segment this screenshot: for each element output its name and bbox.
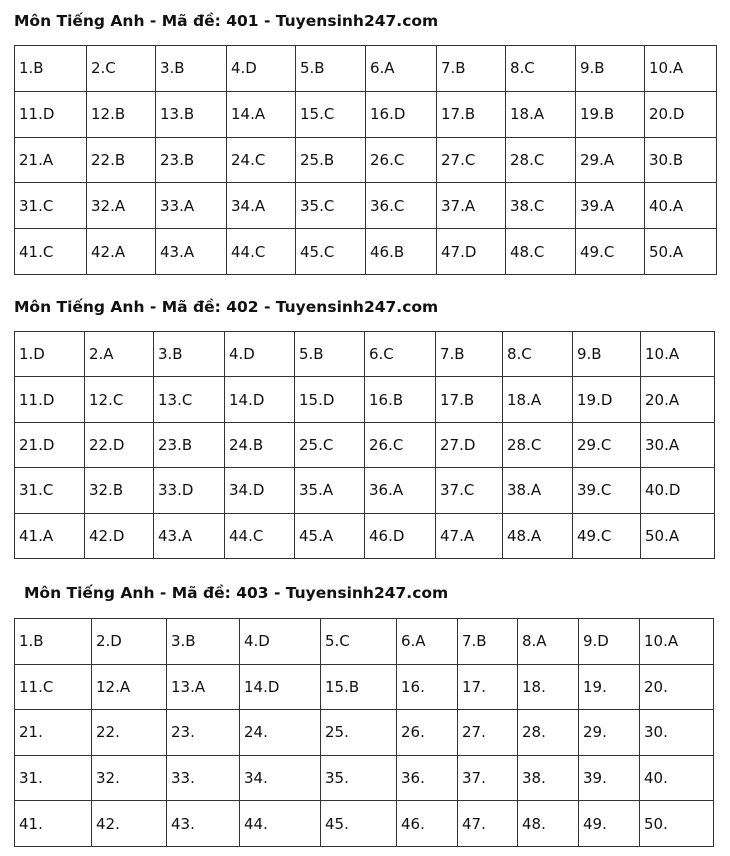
answer-cell: 27. — [458, 710, 518, 756]
answer-cell: 31.C — [15, 183, 87, 229]
answer-cell: 13.B — [156, 91, 227, 137]
answer-cell: 37.A — [437, 183, 506, 229]
answer-cell: 4.D — [227, 46, 296, 92]
answer-cell: 22. — [92, 710, 167, 756]
answer-cell: 39. — [579, 755, 640, 801]
answer-cell: 40.D — [641, 468, 715, 513]
answer-cell: 36. — [397, 755, 458, 801]
answer-cell: 2.A — [85, 332, 154, 377]
answer-cell: 35.A — [295, 468, 365, 513]
answer-cell: 9.B — [576, 46, 645, 92]
answer-row — [15, 710, 714, 756]
answer-row — [15, 183, 717, 229]
answer-cell: 37.C — [436, 468, 503, 513]
answer-cell: 1.B — [15, 619, 92, 665]
answer-cell: 26.C — [366, 137, 437, 183]
answer-cell: 43.A — [154, 513, 225, 558]
answer-cell: 44.C — [227, 229, 296, 275]
answer-cell: 9.D — [579, 619, 640, 665]
answer-cell: 34.A — [227, 183, 296, 229]
answer-cell: 5.B — [296, 46, 366, 92]
answer-cell: 14.D — [240, 664, 321, 710]
answer-cell: 22.B — [87, 137, 156, 183]
answer-cell: 29.A — [576, 137, 645, 183]
answer-cell: 30.B — [645, 137, 717, 183]
answer-row — [15, 229, 717, 275]
answer-row — [15, 619, 714, 665]
answer-row — [15, 664, 714, 710]
answer-cell: 8.C — [506, 46, 576, 92]
answer-cell: 40.A — [645, 183, 717, 229]
answer-cell: 36.C — [366, 183, 437, 229]
answer-cell: 33. — [167, 755, 240, 801]
answer-cell: 14.A — [227, 91, 296, 137]
answer-cell: 4.D — [240, 619, 321, 665]
answer-cell: 9.B — [573, 332, 641, 377]
answer-cell: 38. — [518, 755, 579, 801]
answer-cell: 12.B — [87, 91, 156, 137]
answer-cell: 14.D — [225, 377, 295, 422]
answer-cell: 12.A — [92, 664, 167, 710]
answer-cell: 7.B — [458, 619, 518, 665]
answer-row — [15, 46, 717, 92]
answer-row — [15, 377, 715, 422]
answer-cell: 8.C — [503, 332, 573, 377]
answer-cell: 32.B — [85, 468, 154, 513]
answer-cell: 24.B — [225, 422, 295, 467]
answer-cell: 26. — [397, 710, 458, 756]
answer-cell: 7.B — [436, 332, 503, 377]
section-title-402: Môn Tiếng Anh - Mã đề: 402 - Tuyensinh247.com — [14, 298, 439, 316]
answer-cell: 41. — [15, 801, 92, 847]
answer-cell: 38.C — [506, 183, 576, 229]
answer-cell: 13.A — [167, 664, 240, 710]
answer-cell: 16. — [397, 664, 458, 710]
answer-cell: 11.D — [15, 91, 87, 137]
answer-cell: 25.B — [296, 137, 366, 183]
answer-cell: 15.B — [321, 664, 397, 710]
answer-cell: 17.B — [436, 377, 503, 422]
answer-cell: 42.A — [87, 229, 156, 275]
answer-table-403 — [14, 618, 714, 847]
answer-cell: 39.C — [573, 468, 641, 513]
answer-cell: 41.A — [15, 513, 85, 558]
answer-cell: 19.B — [576, 91, 645, 137]
answer-table-401 — [14, 45, 717, 275]
answer-cell: 32.A — [87, 183, 156, 229]
section-title-403: Môn Tiếng Anh - Mã đề: 403 - Tuyensinh247.com — [24, 584, 449, 602]
answer-cell: 47.A — [436, 513, 503, 558]
answer-cell: 8.A — [518, 619, 579, 665]
answer-cell: 17. — [458, 664, 518, 710]
answer-cell: 48.C — [506, 229, 576, 275]
answer-table-402 — [14, 331, 715, 559]
answer-row — [15, 801, 714, 847]
answer-cell: 2.C — [87, 46, 156, 92]
answer-cell: 18. — [518, 664, 579, 710]
answer-cell: 3.B — [156, 46, 227, 92]
answer-cell: 2.D — [92, 619, 167, 665]
answer-cell: 35. — [321, 755, 397, 801]
answer-cell: 36.A — [365, 468, 436, 513]
answer-cell: 49.C — [576, 229, 645, 275]
answer-cell: 28.C — [506, 137, 576, 183]
answer-cell: 35.C — [296, 183, 366, 229]
answer-cell: 46. — [397, 801, 458, 847]
answer-cell: 45.C — [296, 229, 366, 275]
answer-cell: 45.A — [295, 513, 365, 558]
answer-cell: 47.D — [437, 229, 506, 275]
answer-cell: 29. — [579, 710, 640, 756]
answer-cell: 1.B — [15, 46, 87, 92]
answer-cell: 16.D — [366, 91, 437, 137]
answer-cell: 37. — [458, 755, 518, 801]
answer-cell: 42. — [92, 801, 167, 847]
section-title-401: Môn Tiếng Anh - Mã đề: 401 - Tuyensinh247.com — [14, 12, 439, 30]
answer-cell: 30. — [640, 710, 714, 756]
answer-cell: 41.C — [15, 229, 87, 275]
answer-cell: 27.C — [437, 137, 506, 183]
answer-cell: 33.A — [156, 183, 227, 229]
answer-cell: 40. — [640, 755, 714, 801]
answer-cell: 47. — [458, 801, 518, 847]
answer-cell: 10.A — [645, 46, 717, 92]
answer-cell: 3.B — [167, 619, 240, 665]
answer-row — [15, 755, 714, 801]
answer-cell: 10.A — [641, 332, 715, 377]
answer-cell: 15.D — [295, 377, 365, 422]
answer-cell: 10.A — [640, 619, 714, 665]
answer-cell: 6.A — [366, 46, 437, 92]
answer-cell: 17.B — [437, 91, 506, 137]
answer-cell: 28. — [518, 710, 579, 756]
answer-cell: 46.D — [365, 513, 436, 558]
answer-cell: 32. — [92, 755, 167, 801]
answer-cell: 23. — [167, 710, 240, 756]
answer-cell: 28.C — [503, 422, 573, 467]
answer-row — [15, 91, 717, 137]
answer-cell: 19.D — [573, 377, 641, 422]
answer-cell: 29.C — [573, 422, 641, 467]
answer-cell: 19. — [579, 664, 640, 710]
answer-row — [15, 422, 715, 467]
answer-cell: 21.A — [15, 137, 87, 183]
answer-cell: 21. — [15, 710, 92, 756]
answer-cell: 18.A — [506, 91, 576, 137]
answer-cell: 34. — [240, 755, 321, 801]
answer-cell: 31. — [15, 755, 92, 801]
answer-cell: 48. — [518, 801, 579, 847]
answer-cell: 21.D — [15, 422, 85, 467]
answer-cell: 50.A — [641, 513, 715, 558]
answer-cell: 6.A — [397, 619, 458, 665]
answer-cell: 22.D — [85, 422, 154, 467]
answer-cell: 20.A — [641, 377, 715, 422]
answer-row — [15, 137, 717, 183]
answer-cell: 5.C — [321, 619, 397, 665]
answer-cell: 42.D — [85, 513, 154, 558]
answer-cell: 3.B — [154, 332, 225, 377]
answer-cell: 38.A — [503, 468, 573, 513]
answer-cell: 6.C — [365, 332, 436, 377]
answer-cell: 48.A — [503, 513, 573, 558]
answer-cell: 12.C — [85, 377, 154, 422]
answer-cell: 50.A — [645, 229, 717, 275]
answer-cell: 49. — [579, 801, 640, 847]
answer-cell: 18.A — [503, 377, 573, 422]
answer-cell: 45. — [321, 801, 397, 847]
answer-row — [15, 468, 715, 513]
answer-cell: 16.B — [365, 377, 436, 422]
answer-cell: 20. — [640, 664, 714, 710]
answer-cell: 24. — [240, 710, 321, 756]
answer-cell: 49.C — [573, 513, 641, 558]
answer-cell: 30.A — [641, 422, 715, 467]
answer-row — [15, 332, 715, 377]
answer-cell: 44. — [240, 801, 321, 847]
answer-cell: 27.D — [436, 422, 503, 467]
answer-cell: 4.D — [225, 332, 295, 377]
answer-cell: 31.C — [15, 468, 85, 513]
answer-cell: 23.B — [154, 422, 225, 467]
answer-cell: 50. — [640, 801, 714, 847]
answer-cell: 39.A — [576, 183, 645, 229]
answer-cell: 23.B — [156, 137, 227, 183]
answer-cell: 34.D — [225, 468, 295, 513]
answer-cell: 25. — [321, 710, 397, 756]
answer-row — [15, 513, 715, 558]
answer-cell: 13.C — [154, 377, 225, 422]
answer-cell: 5.B — [295, 332, 365, 377]
answer-cell: 7.B — [437, 46, 506, 92]
answer-cell: 20.D — [645, 91, 717, 137]
answer-cell: 46.B — [366, 229, 437, 275]
answer-cell: 43.A — [156, 229, 227, 275]
answer-cell: 43. — [167, 801, 240, 847]
answer-cell: 25.C — [295, 422, 365, 467]
answer-cell: 1.D — [15, 332, 85, 377]
answer-cell: 11.D — [15, 377, 85, 422]
answer-cell: 44.C — [225, 513, 295, 558]
answer-cell: 15.C — [296, 91, 366, 137]
answer-cell: 24.C — [227, 137, 296, 183]
answer-cell: 33.D — [154, 468, 225, 513]
answer-cell: 26.C — [365, 422, 436, 467]
answer-cell: 11.C — [15, 664, 92, 710]
